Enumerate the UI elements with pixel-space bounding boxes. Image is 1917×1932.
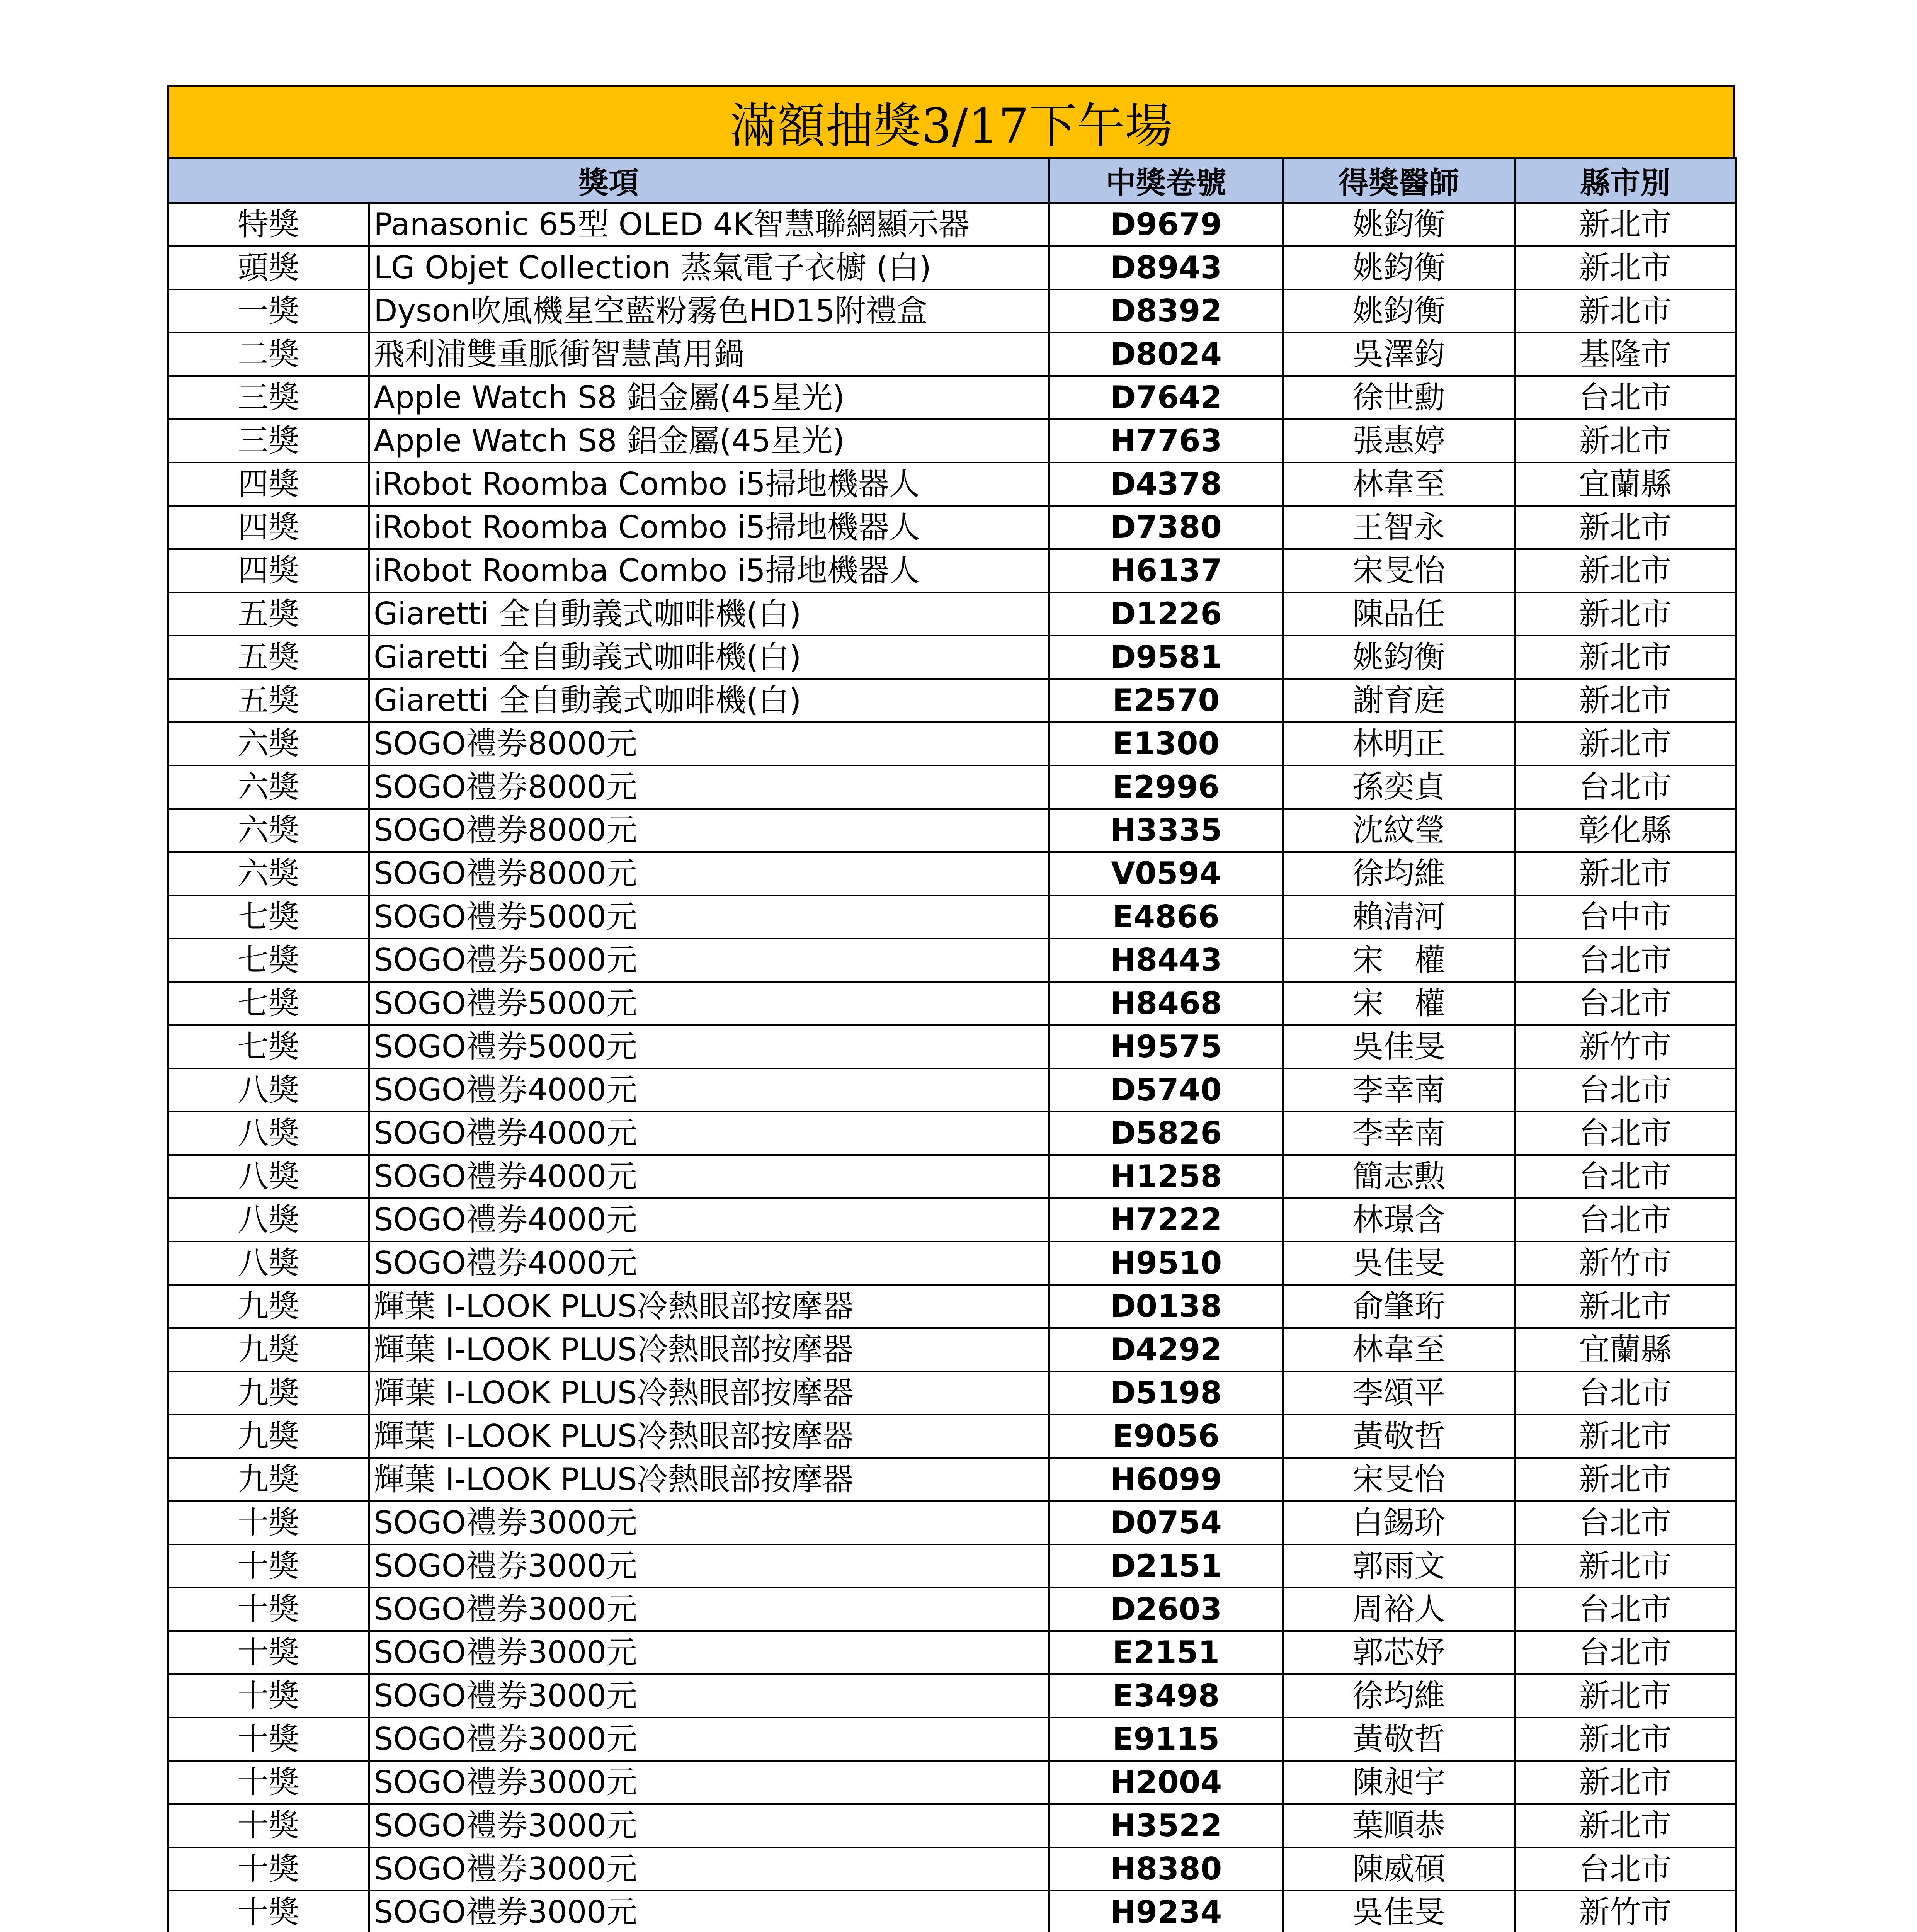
- prize-rank-cell: 五獎: [168, 636, 369, 679]
- doctor-name-cell: 林韋至: [1283, 1328, 1515, 1371]
- prize-rank-cell: 八獎: [168, 1112, 369, 1155]
- prize-item-cell: SOGO禮券4000元: [369, 1068, 1049, 1112]
- prize-item-cell: Apple Watch S8 鋁金屬(45星光): [369, 376, 1049, 419]
- city-cell: 新北市: [1515, 722, 1736, 765]
- header-city: 縣市別: [1515, 158, 1736, 203]
- prize-item-cell: Apple Watch S8 鋁金屬(45星光): [369, 419, 1049, 463]
- prize-rank-cell: 七獎: [168, 939, 369, 982]
- doctor-name-cell: 周裕人: [1283, 1588, 1515, 1631]
- prize-rank-cell: 一獎: [168, 289, 369, 333]
- sheet-title: 滿額抽獎3/17下午場: [167, 85, 1735, 157]
- prize-rank-cell: 十獎: [168, 1544, 369, 1588]
- doctor-name-cell: 宋旻怡: [1283, 1458, 1515, 1501]
- doctor-name-cell: 孫奕貞: [1283, 765, 1515, 809]
- city-cell: 台北市: [1515, 1847, 1736, 1891]
- city-cell: 宜蘭縣: [1515, 463, 1736, 506]
- header-prize: 獎項: [168, 158, 1049, 203]
- doctor-name-cell: 黃敬哲: [1283, 1718, 1515, 1761]
- prize-rank-cell: 五獎: [168, 679, 369, 722]
- prize-rank-cell: 六獎: [168, 852, 369, 895]
- city-cell: 新北市: [1515, 1544, 1736, 1588]
- city-cell: 新竹市: [1515, 1891, 1736, 1932]
- prize-item-cell: SOGO禮券3000元: [369, 1501, 1049, 1544]
- prize-sheet: [167, 85, 1735, 1932]
- ticket-number-cell: D7380: [1049, 506, 1283, 549]
- city-cell: 新北市: [1515, 289, 1736, 333]
- table-row: [168, 895, 1736, 939]
- city-cell: 新北市: [1515, 679, 1736, 722]
- prize-rank-cell: 十獎: [168, 1804, 369, 1847]
- prize-item-cell: Panasonic 65型 OLED 4K智慧聯網顯示器: [369, 203, 1049, 246]
- prize-item-cell: 輝葉 I-LOOK PLUS冷熱眼部按摩器: [369, 1328, 1049, 1371]
- ticket-number-cell: V0594: [1049, 852, 1283, 895]
- table-row: [168, 722, 1736, 765]
- table-row: [168, 419, 1736, 463]
- prize-item-cell: 輝葉 I-LOOK PLUS冷熱眼部按摩器: [369, 1458, 1049, 1501]
- table-row: [168, 1631, 1736, 1674]
- table-row: [168, 1285, 1736, 1328]
- doctor-name-cell: 王智永: [1283, 506, 1515, 549]
- prize-rank-cell: 七獎: [168, 982, 369, 1025]
- city-cell: 台中市: [1515, 895, 1736, 939]
- city-cell: 新北市: [1515, 1458, 1736, 1501]
- prize-item-cell: SOGO禮券4000元: [369, 1242, 1049, 1285]
- prize-item-cell: LG Objet Collection 蒸氣電子衣櫥 (白): [369, 246, 1049, 289]
- prize-rank-cell: 十獎: [168, 1847, 369, 1891]
- city-cell: 台北市: [1515, 376, 1736, 419]
- table-row: [168, 1068, 1736, 1112]
- prize-item-cell: SOGO禮券8000元: [369, 765, 1049, 809]
- prize-item-cell: SOGO禮券3000元: [369, 1804, 1049, 1847]
- doctor-name-cell: 林韋至: [1283, 463, 1515, 506]
- city-cell: 台北市: [1515, 1068, 1736, 1112]
- table-row: [168, 1415, 1736, 1458]
- prize-item-cell: SOGO禮券3000元: [369, 1588, 1049, 1631]
- prize-rank-cell: 二獎: [168, 333, 369, 376]
- ticket-number-cell: E2151: [1049, 1631, 1283, 1674]
- doctor-name-cell: 陳品任: [1283, 592, 1515, 636]
- city-cell: 台北市: [1515, 1112, 1736, 1155]
- table-row: [168, 289, 1736, 333]
- ticket-number-cell: H3522: [1049, 1804, 1283, 1847]
- city-cell: 新北市: [1515, 636, 1736, 679]
- prize-rank-cell: 九獎: [168, 1328, 369, 1371]
- doctor-name-cell: 姚鈞衡: [1283, 636, 1515, 679]
- ticket-number-cell: D5740: [1049, 1068, 1283, 1112]
- prize-rank-cell: 四獎: [168, 506, 369, 549]
- doctor-name-cell: 郭芯妤: [1283, 1631, 1515, 1674]
- prize-rank-cell: 四獎: [168, 463, 369, 506]
- prize-rank-cell: 三獎: [168, 376, 369, 419]
- ticket-number-cell: D8024: [1049, 333, 1283, 376]
- doctor-name-cell: 姚鈞衡: [1283, 203, 1515, 246]
- ticket-number-cell: D8943: [1049, 246, 1283, 289]
- ticket-number-cell: H7763: [1049, 419, 1283, 463]
- prize-rank-cell: 九獎: [168, 1415, 369, 1458]
- city-cell: 台北市: [1515, 1588, 1736, 1631]
- prize-item-cell: SOGO禮券3000元: [369, 1631, 1049, 1674]
- prize-item-cell: Giaretti 全自動義式咖啡機(白): [369, 592, 1049, 636]
- table-row: [168, 982, 1736, 1025]
- ticket-number-cell: D2603: [1049, 1588, 1283, 1631]
- prize-item-cell: SOGO禮券8000元: [369, 852, 1049, 895]
- ticket-number-cell: D4292: [1049, 1328, 1283, 1371]
- city-cell: 新北市: [1515, 1718, 1736, 1761]
- prize-item-cell: 飛利浦雙重脈衝智慧萬用鍋: [369, 333, 1049, 376]
- ticket-number-cell: D1226: [1049, 592, 1283, 636]
- prize-item-cell: SOGO禮券4000元: [369, 1198, 1049, 1242]
- table-row: [168, 1588, 1736, 1631]
- table-row: [168, 1501, 1736, 1544]
- doctor-name-cell: 林明正: [1283, 722, 1515, 765]
- prize-item-cell: SOGO禮券8000元: [369, 722, 1049, 765]
- table-row: [168, 1112, 1736, 1155]
- table-row: [168, 939, 1736, 982]
- doctor-name-cell: 郭雨文: [1283, 1544, 1515, 1588]
- doctor-name-cell: 簡志勲: [1283, 1155, 1515, 1198]
- table-row: [168, 1891, 1736, 1932]
- city-cell: 台北市: [1515, 765, 1736, 809]
- ticket-number-cell: E3498: [1049, 1674, 1283, 1718]
- doctor-name-cell: 吳澤鈞: [1283, 333, 1515, 376]
- doctor-name-cell: 徐世勳: [1283, 376, 1515, 419]
- doctor-name-cell: 吳佳旻: [1283, 1025, 1515, 1068]
- doctor-name-cell: 宋 權: [1283, 982, 1515, 1025]
- table-row: [168, 1544, 1736, 1588]
- ticket-number-cell: H9234: [1049, 1891, 1283, 1932]
- city-cell: 台北市: [1515, 1371, 1736, 1415]
- doctor-name-cell: 陳威碩: [1283, 1847, 1515, 1891]
- table-row: [168, 506, 1736, 549]
- ticket-number-cell: D9581: [1049, 636, 1283, 679]
- prize-rank-cell: 十獎: [168, 1501, 369, 1544]
- ticket-number-cell: H9575: [1049, 1025, 1283, 1068]
- table-row: [168, 679, 1736, 722]
- doctor-name-cell: 李幸南: [1283, 1112, 1515, 1155]
- doctor-name-cell: 黃敬哲: [1283, 1415, 1515, 1458]
- header-ticket-number: 中獎卷號: [1049, 158, 1283, 203]
- prize-rank-cell: 六獎: [168, 722, 369, 765]
- ticket-number-cell: H9510: [1049, 1242, 1283, 1285]
- table-row: [168, 376, 1736, 419]
- city-cell: 新竹市: [1515, 1242, 1736, 1285]
- prize-rank-cell: 七獎: [168, 1025, 369, 1068]
- prize-item-cell: SOGO禮券3000元: [369, 1891, 1049, 1932]
- city-cell: 台北市: [1515, 1631, 1736, 1674]
- ticket-number-cell: D0754: [1049, 1501, 1283, 1544]
- prize-rank-cell: 十獎: [168, 1674, 369, 1718]
- prize-item-cell: SOGO禮券3000元: [369, 1674, 1049, 1718]
- doctor-name-cell: 徐均維: [1283, 852, 1515, 895]
- table-row: [168, 463, 1736, 506]
- ticket-number-cell: D7642: [1049, 376, 1283, 419]
- prize-rank-cell: 九獎: [168, 1458, 369, 1501]
- doctor-name-cell: 白錫玠: [1283, 1501, 1515, 1544]
- prize-rank-cell: 九獎: [168, 1371, 369, 1415]
- prize-rank-cell: 四獎: [168, 549, 369, 592]
- table-row: [168, 592, 1736, 636]
- city-cell: 新竹市: [1515, 1025, 1736, 1068]
- doctor-name-cell: 賴清河: [1283, 895, 1515, 939]
- doctor-name-cell: 謝育庭: [1283, 679, 1515, 722]
- ticket-number-cell: H6099: [1049, 1458, 1283, 1501]
- prize-item-cell: SOGO禮券3000元: [369, 1544, 1049, 1588]
- prize-item-cell: 輝葉 I-LOOK PLUS冷熱眼部按摩器: [369, 1371, 1049, 1415]
- ticket-number-cell: D9679: [1049, 203, 1283, 246]
- doctor-name-cell: 宋 權: [1283, 939, 1515, 982]
- ticket-number-cell: D5826: [1049, 1112, 1283, 1155]
- doctor-name-cell: 陳昶宇: [1283, 1761, 1515, 1804]
- city-cell: 宜蘭縣: [1515, 1328, 1736, 1371]
- prize-item-cell: iRobot Roomba Combo i5掃地機器人: [369, 506, 1049, 549]
- table-row: [168, 1242, 1736, 1285]
- ticket-number-cell: H6137: [1049, 549, 1283, 592]
- ticket-number-cell: E2570: [1049, 679, 1283, 722]
- prize-rank-cell: 特獎: [168, 203, 369, 246]
- doctor-name-cell: 李頌平: [1283, 1371, 1515, 1415]
- prize-item-cell: SOGO禮券5000元: [369, 1025, 1049, 1068]
- table-row: [168, 852, 1736, 895]
- table-row: [168, 1025, 1736, 1068]
- prize-item-cell: Giaretti 全自動義式咖啡機(白): [369, 679, 1049, 722]
- doctor-name-cell: 沈紋瑩: [1283, 809, 1515, 852]
- prize-item-cell: SOGO禮券5000元: [369, 895, 1049, 939]
- table-row: [168, 1804, 1736, 1847]
- prize-rank-cell: 十獎: [168, 1588, 369, 1631]
- city-cell: 基隆市: [1515, 333, 1736, 376]
- table-row: [168, 549, 1736, 592]
- table-row: [168, 1718, 1736, 1761]
- winners-table: [167, 157, 1737, 1932]
- prize-item-cell: SOGO禮券3000元: [369, 1847, 1049, 1891]
- doctor-name-cell: 林璟含: [1283, 1198, 1515, 1242]
- doctor-name-cell: 吳佳旻: [1283, 1242, 1515, 1285]
- prize-item-cell: SOGO禮券4000元: [369, 1155, 1049, 1198]
- prize-rank-cell: 八獎: [168, 1242, 369, 1285]
- table-row: [168, 1458, 1736, 1501]
- ticket-number-cell: E9115: [1049, 1718, 1283, 1761]
- doctor-name-cell: 李幸南: [1283, 1068, 1515, 1112]
- prize-rank-cell: 十獎: [168, 1718, 369, 1761]
- table-row: [168, 1328, 1736, 1371]
- prize-item-cell: 輝葉 I-LOOK PLUS冷熱眼部按摩器: [369, 1285, 1049, 1328]
- ticket-number-cell: H1258: [1049, 1155, 1283, 1198]
- prize-rank-cell: 五獎: [168, 592, 369, 636]
- table-row: [168, 333, 1736, 376]
- prize-item-cell: SOGO禮券4000元: [369, 1112, 1049, 1155]
- ticket-number-cell: H7222: [1049, 1198, 1283, 1242]
- city-cell: 新北市: [1515, 246, 1736, 289]
- prize-rank-cell: 頭獎: [168, 246, 369, 289]
- prize-rank-cell: 八獎: [168, 1198, 369, 1242]
- ticket-number-cell: E1300: [1049, 722, 1283, 765]
- prize-rank-cell: 三獎: [168, 419, 369, 463]
- city-cell: 新北市: [1515, 203, 1736, 246]
- prize-rank-cell: 九獎: [168, 1285, 369, 1328]
- table-row: [168, 1674, 1736, 1718]
- city-cell: 台北市: [1515, 939, 1736, 982]
- doctor-name-cell: 宋旻怡: [1283, 549, 1515, 592]
- doctor-name-cell: 俞肇珩: [1283, 1285, 1515, 1328]
- ticket-number-cell: D0138: [1049, 1285, 1283, 1328]
- prize-item-cell: iRobot Roomba Combo i5掃地機器人: [369, 549, 1049, 592]
- prize-rank-cell: 十獎: [168, 1891, 369, 1932]
- prize-rank-cell: 八獎: [168, 1068, 369, 1112]
- city-cell: 新北市: [1515, 549, 1736, 592]
- table-row: [168, 1761, 1736, 1804]
- doctor-name-cell: 徐均維: [1283, 1674, 1515, 1718]
- header-winning-doctor: 得獎醫師: [1283, 158, 1515, 203]
- ticket-number-cell: D4378: [1049, 463, 1283, 506]
- prize-rank-cell: 六獎: [168, 809, 369, 852]
- header-row: [168, 158, 1736, 203]
- doctor-name-cell: 姚鈞衡: [1283, 289, 1515, 333]
- table-row: [168, 1198, 1736, 1242]
- ticket-number-cell: H8468: [1049, 982, 1283, 1025]
- table-row: [168, 765, 1736, 809]
- prize-item-cell: Dyson吹風機星空藍粉霧色HD15附禮盒: [369, 289, 1049, 333]
- prize-rank-cell: 十獎: [168, 1631, 369, 1674]
- ticket-number-cell: E9056: [1049, 1415, 1283, 1458]
- table-row: [168, 809, 1736, 852]
- table-row: [168, 636, 1736, 679]
- city-cell: 新北市: [1515, 506, 1736, 549]
- city-cell: 新北市: [1515, 1285, 1736, 1328]
- ticket-number-cell: H8443: [1049, 939, 1283, 982]
- prize-item-cell: SOGO禮券5000元: [369, 982, 1049, 1025]
- prize-rank-cell: 六獎: [168, 765, 369, 809]
- doctor-name-cell: 張惠婷: [1283, 419, 1515, 463]
- table-row: [168, 1371, 1736, 1415]
- city-cell: 新北市: [1515, 592, 1736, 636]
- ticket-number-cell: D5198: [1049, 1371, 1283, 1415]
- city-cell: 台北市: [1515, 1501, 1736, 1544]
- ticket-number-cell: H2004: [1049, 1761, 1283, 1804]
- prize-item-cell: SOGO禮券3000元: [369, 1761, 1049, 1804]
- ticket-number-cell: H3335: [1049, 809, 1283, 852]
- city-cell: 新北市: [1515, 1674, 1736, 1718]
- prize-item-cell: iRobot Roomba Combo i5掃地機器人: [369, 463, 1049, 506]
- city-cell: 台北市: [1515, 1155, 1736, 1198]
- ticket-number-cell: E2996: [1049, 765, 1283, 809]
- prize-rank-cell: 八獎: [168, 1155, 369, 1198]
- ticket-number-cell: E4866: [1049, 895, 1283, 939]
- doctor-name-cell: 姚鈞衡: [1283, 246, 1515, 289]
- prize-item-cell: 輝葉 I-LOOK PLUS冷熱眼部按摩器: [369, 1415, 1049, 1458]
- city-cell: 新北市: [1515, 1804, 1736, 1847]
- city-cell: 台北市: [1515, 982, 1736, 1025]
- doctor-name-cell: 吳佳旻: [1283, 1891, 1515, 1932]
- city-cell: 新北市: [1515, 1415, 1736, 1458]
- prize-rank-cell: 七獎: [168, 895, 369, 939]
- prize-item-cell: SOGO禮券3000元: [369, 1718, 1049, 1761]
- prize-item-cell: SOGO禮券5000元: [369, 939, 1049, 982]
- city-cell: 新北市: [1515, 419, 1736, 463]
- ticket-number-cell: D2151: [1049, 1544, 1283, 1588]
- city-cell: 新北市: [1515, 852, 1736, 895]
- table-row: [168, 246, 1736, 289]
- city-cell: 台北市: [1515, 1198, 1736, 1242]
- city-cell: 新北市: [1515, 1761, 1736, 1804]
- table-row: [168, 1847, 1736, 1891]
- prize-item-cell: SOGO禮券8000元: [369, 809, 1049, 852]
- prize-rank-cell: 十獎: [168, 1761, 369, 1804]
- table-row: [168, 1155, 1736, 1198]
- doctor-name-cell: 葉順恭: [1283, 1804, 1515, 1847]
- ticket-number-cell: D8392: [1049, 289, 1283, 333]
- ticket-number-cell: H8380: [1049, 1847, 1283, 1891]
- prize-item-cell: Giaretti 全自動義式咖啡機(白): [369, 636, 1049, 679]
- table-row: [168, 203, 1736, 246]
- city-cell: 彰化縣: [1515, 809, 1736, 852]
